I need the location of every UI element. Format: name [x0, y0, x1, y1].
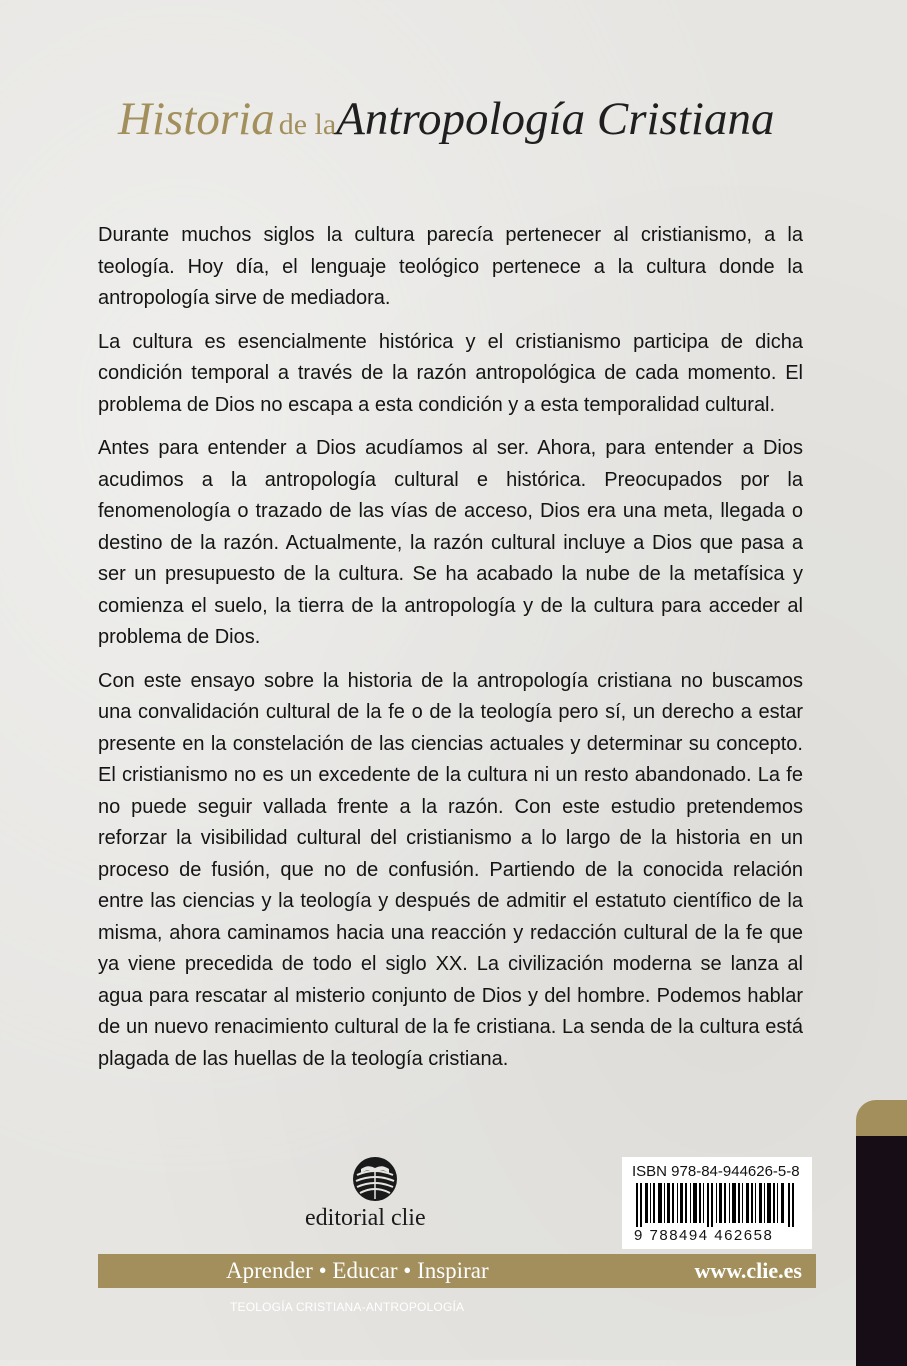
tagline: Aprender • Educar • Inspirar: [226, 1258, 489, 1283]
publisher-name: editorial clie: [305, 1205, 426, 1231]
isbn-digits: 9 788494 462658: [634, 1227, 774, 1244]
category-label: TEOLOGÍA CRISTIANA-ANTROPOLOGÍA: [230, 1300, 465, 1314]
publisher-logo: [305, 1155, 426, 1232]
paragraph-1: Durante muchos siglos la cultura parecía pertenecer al cristianismo, a la teología. Hoy día, el lenguaje teológico pertenece a la cultura donde la antropología sirve de mediadora.: [98, 224, 803, 309]
barcode: [636, 1183, 798, 1227]
paragraph-4: Con este ensayo sobre la historia de la antropología cristiana no buscamos una convalidación cultural de la fe o de la teología pero sí, un derecho a estar presente en la constelación de las ciencias actuales y determinar su concepto. El cristianismo no es un excedente de la cultura ni un resto abandonado. La fe no puede seguir vallada frente a la razón. Con este estudio pretendemos reforzar la visibilidad cultural del cristianismo a lo largo de la historia en un proceso de fusión, que no de confusión. Partiendo de la conocida relación entre las ciencias y la teología y después de admitir el estatuto científico de la misma, ahora caminamos hacia una reacción y redacción cultural de la fe que ya viene precedida de todo el siglo XX. La civilización moderna se lanza al agua para rescatar al misterio conjunto de Dios y del hombre. Podemos hablar de un nuevo renacimiento cultural de la fe cristiana. La senda de la cultura está plagada de las huellas de la teología cristiana.: [98, 669, 803, 1070]
website: www.clie.es: [694, 1258, 802, 1283]
isbn-label: ISBN 978-84-944626-5-8: [632, 1163, 800, 1180]
book-globe-icon: [351, 1155, 399, 1203]
spine-tab-dark: [856, 1136, 907, 1366]
footer-band: [98, 1254, 816, 1288]
paragraph-3: Antes para entender a Dios acudíamos al ser. Ahora, para entender a Dios acudimos a la antropología cultural e histórica. Preocupados por la fenomenología o trazado de las vías de acceso, Dios era una meta, llegada o destino de la razón. Actualmente, la razón cultural incluye a Dios que pasa a ser un presupuesto de la cultura. Se ha acabado la nube de la metafísica y comienza el suelo, la tierra de la antropología y de la cultura para acceder al problema de Dios.: [98, 437, 803, 648]
title-de-la: de la: [278, 108, 337, 141]
spine-tab-gold: [856, 1100, 907, 1140]
paragraph-2: La cultura es esencialmente histórica y el cristianismo participa de dicha condición temporal a través de la razón antropológica de cada momento. El problema de Dios no escapa a esta condición y a esta temporalidad cultural.: [98, 330, 803, 416]
title-antropologia-cristiana: Antropología Cristiana: [336, 93, 775, 145]
title-historia: Historia: [118, 93, 275, 145]
synopsis: [98, 220, 803, 1087]
book-title: [118, 93, 818, 145]
isbn-barcode-block: [622, 1157, 812, 1249]
